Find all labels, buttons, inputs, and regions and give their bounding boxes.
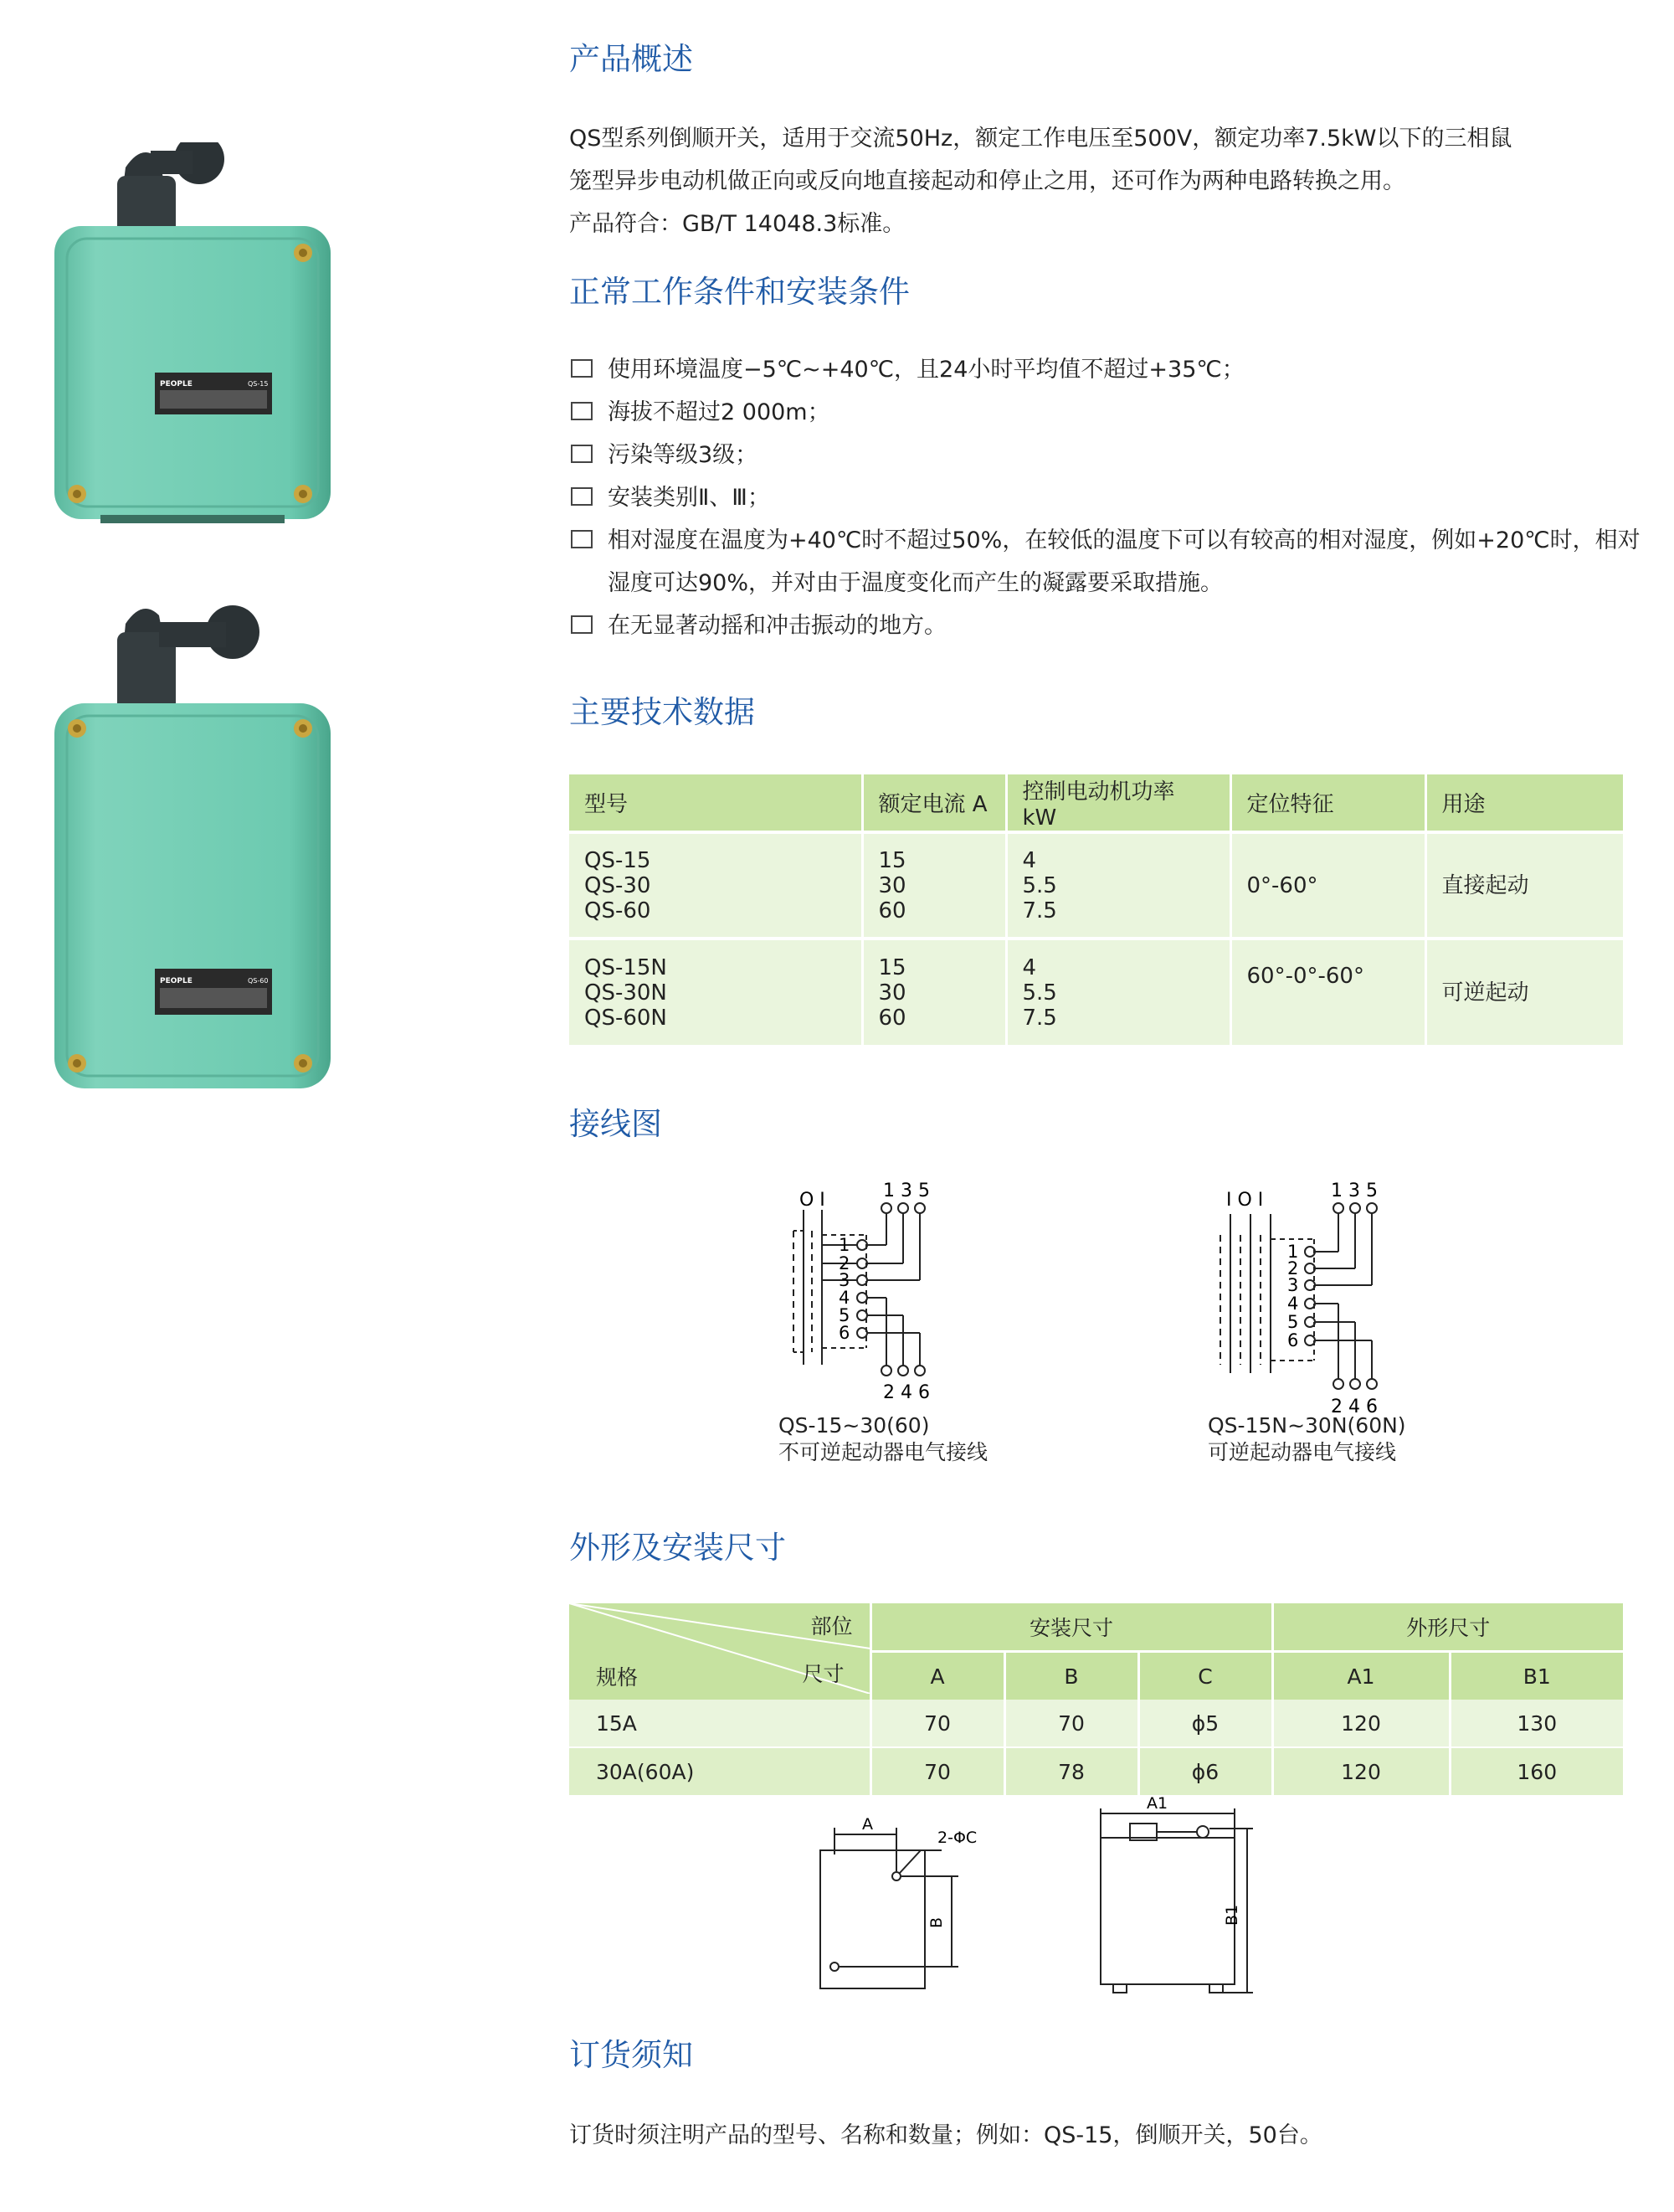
- header-cell: A: [870, 1652, 1004, 1700]
- value-cell: 120: [1272, 1747, 1450, 1795]
- wiring-diagram-reversible: [1205, 1176, 1406, 1419]
- outline-drawing: [1084, 1792, 1260, 2009]
- checkbox-icon: [571, 615, 593, 634]
- position-cell: 60°-0°-60°: [1230, 939, 1425, 1045]
- wiring-caption-nonreversible: QS-15~30(60) 不可逆起动器电气接线: [778, 1413, 988, 1464]
- dim-group-install: 安装尺寸: [870, 1603, 1272, 1652]
- svg-text:4: 4: [839, 1288, 850, 1308]
- wiring-diagram-nonreversible: [770, 1176, 971, 1402]
- svg-text:2: 2: [839, 1253, 850, 1273]
- condition-item: 安装类别Ⅱ、Ⅲ；: [569, 476, 1649, 519]
- conditions-list: [569, 348, 1649, 647]
- dim-group-outline: 外形尺寸: [1272, 1603, 1625, 1652]
- overview-line: 笼型异步电动机做正向或反向地直接起动和停止之用，还可作为两种电路转换之用。: [569, 168, 1405, 194]
- spec-cell: 15A: [569, 1700, 870, 1747]
- overview-line: QS型系列倒顺开关，适用于交流50Hz，额定工作电压至500V，额定功率7.5kW以下的三相鼠: [569, 126, 1512, 152]
- diagram-switch-marks: O I: [799, 1190, 825, 1211]
- model-cell: QS-15 QS-30 QS-60: [569, 832, 862, 939]
- label-a1: A1: [1147, 1794, 1168, 1813]
- value-cell: 160: [1450, 1747, 1625, 1795]
- svg-text:5: 5: [839, 1305, 850, 1325]
- wiring-title: 接线图: [569, 1106, 662, 1142]
- dim-corner-part: 部位: [810, 1614, 853, 1638]
- overview-text: [569, 117, 1641, 245]
- dim-header-row: [569, 1603, 1625, 1652]
- current-cell: 15 30 60: [862, 832, 1006, 939]
- label-a: A: [862, 1815, 873, 1834]
- tech-title: 主要技术数据: [569, 694, 755, 730]
- photo-brand: PEOPLE: [160, 380, 193, 388]
- diagram-switch-marks: I O I: [1226, 1190, 1264, 1211]
- header-cell: 用途: [1425, 774, 1625, 832]
- value-cell: 120: [1272, 1700, 1450, 1747]
- spec-cell: 30A(60A): [569, 1747, 870, 1795]
- condition-item: 在无显著动摇和冲击振动的地方。: [569, 604, 1649, 647]
- svg-text:6: 6: [1287, 1330, 1299, 1350]
- order-title: 订货须知: [569, 2037, 693, 2073]
- checkbox-icon: [571, 402, 593, 420]
- value-cell: ϕ6: [1138, 1747, 1272, 1795]
- tech-table: [569, 774, 1625, 1045]
- current-cell: 15 30 60: [862, 939, 1006, 1045]
- svg-text:5: 5: [1287, 1312, 1299, 1332]
- power-cell: 4 5.5 7.5: [1006, 939, 1230, 1045]
- checkbox-icon: [571, 530, 593, 548]
- dim-corner-cell: [569, 1603, 870, 1700]
- photo-model: QS-60: [248, 977, 269, 985]
- order-text: 订货时须注明产品的型号、名称和数量；例如：QS-15，倒顺开关，50台。: [569, 2122, 1322, 2148]
- value-cell: 70: [870, 1747, 1004, 1795]
- header-cell: 型号: [569, 774, 862, 832]
- photo-brand: PEOPLE: [160, 977, 193, 985]
- checkbox-icon: [571, 445, 593, 463]
- svg-text:4: 4: [1287, 1294, 1299, 1314]
- table-row: [569, 939, 1625, 1045]
- diagram-bottom-terminals: 2 4 6: [883, 1382, 930, 1402]
- header-cell: C: [1138, 1652, 1272, 1700]
- header-cell: B1: [1450, 1652, 1625, 1700]
- mounting-drawing: [816, 1804, 1000, 1997]
- svg-text:1: 1: [839, 1235, 850, 1255]
- dim-corner-spec: 规格: [596, 1665, 639, 1690]
- dimensions-table: [569, 1603, 1625, 1795]
- conditions-title: 正常工作条件和安装条件: [569, 274, 910, 310]
- value-cell: 70: [870, 1700, 1004, 1747]
- product-photo-qs60: [50, 599, 335, 1101]
- overview-line: 产品符合：GB/T 14048.3标准。: [569, 211, 906, 237]
- diagram-top-terminals: 1 3 5: [883, 1181, 930, 1201]
- condition-item: 污染等级3级；: [569, 434, 1649, 476]
- header-cell: A1: [1272, 1652, 1450, 1700]
- usage-cell: 直接起动: [1425, 832, 1625, 939]
- value-cell: 130: [1450, 1700, 1625, 1747]
- header-cell: 定位特征: [1230, 774, 1425, 832]
- model-cell: QS-15N QS-30N QS-60N: [569, 939, 862, 1045]
- svg-text:6: 6: [839, 1323, 850, 1343]
- overview-title: 产品概述: [569, 41, 693, 77]
- table-row: [569, 832, 1625, 939]
- power-cell: 4 5.5 7.5: [1006, 832, 1230, 939]
- position-cell: 0°-60°: [1230, 832, 1425, 939]
- photo-model: QS-15: [248, 380, 269, 388]
- label-b1: B1: [1223, 1904, 1241, 1926]
- header-cell: B: [1004, 1652, 1138, 1700]
- diagram-bottom-terminals: 2 4 6: [1331, 1397, 1378, 1417]
- wiring-caption-reversible: QS-15N~30N(60N) 可逆起动器电气接线: [1208, 1413, 1406, 1464]
- value-cell: ϕ5: [1138, 1700, 1272, 1747]
- value-cell: 78: [1004, 1747, 1138, 1795]
- header-cell: 额定电流 A: [862, 774, 1006, 832]
- dimensions-title: 外形及安装尺寸: [569, 1530, 786, 1566]
- diagram-top-terminals: 1 3 5: [1331, 1181, 1378, 1201]
- product-photo-qs15: [50, 142, 335, 527]
- label-b: B: [927, 1916, 946, 1928]
- svg-text:2: 2: [1287, 1258, 1299, 1278]
- checkbox-icon: [571, 487, 593, 506]
- svg-text:3: 3: [839, 1270, 850, 1290]
- condition-item: 相对湿度在温度为+40℃时不超过50%，在较低的温度下可以有较高的相对湿度，例如+20℃时，相对湿度可达90%，并对由于温度变化而产生的凝露要采取措施。: [569, 519, 1649, 604]
- table-row: [569, 1747, 1625, 1795]
- dim-corner-size: 尺寸: [802, 1662, 845, 1686]
- svg-text:1: 1: [1287, 1242, 1299, 1262]
- usage-cell: 可逆起动: [1425, 939, 1625, 1045]
- header-cell: 控制电动机功率 kW: [1006, 774, 1230, 832]
- label-hole: 2-ΦC: [937, 1829, 978, 1847]
- checkbox-icon: [571, 359, 593, 378]
- tech-header-row: [569, 774, 1625, 832]
- svg-text:3: 3: [1287, 1275, 1299, 1295]
- value-cell: 70: [1004, 1700, 1138, 1747]
- condition-item: 海拔不超过2 000m；: [569, 391, 1649, 434]
- condition-item: 使用环境温度−5℃~+40℃，且24小时平均值不超过+35℃；: [569, 348, 1649, 391]
- table-row: [569, 1700, 1625, 1747]
